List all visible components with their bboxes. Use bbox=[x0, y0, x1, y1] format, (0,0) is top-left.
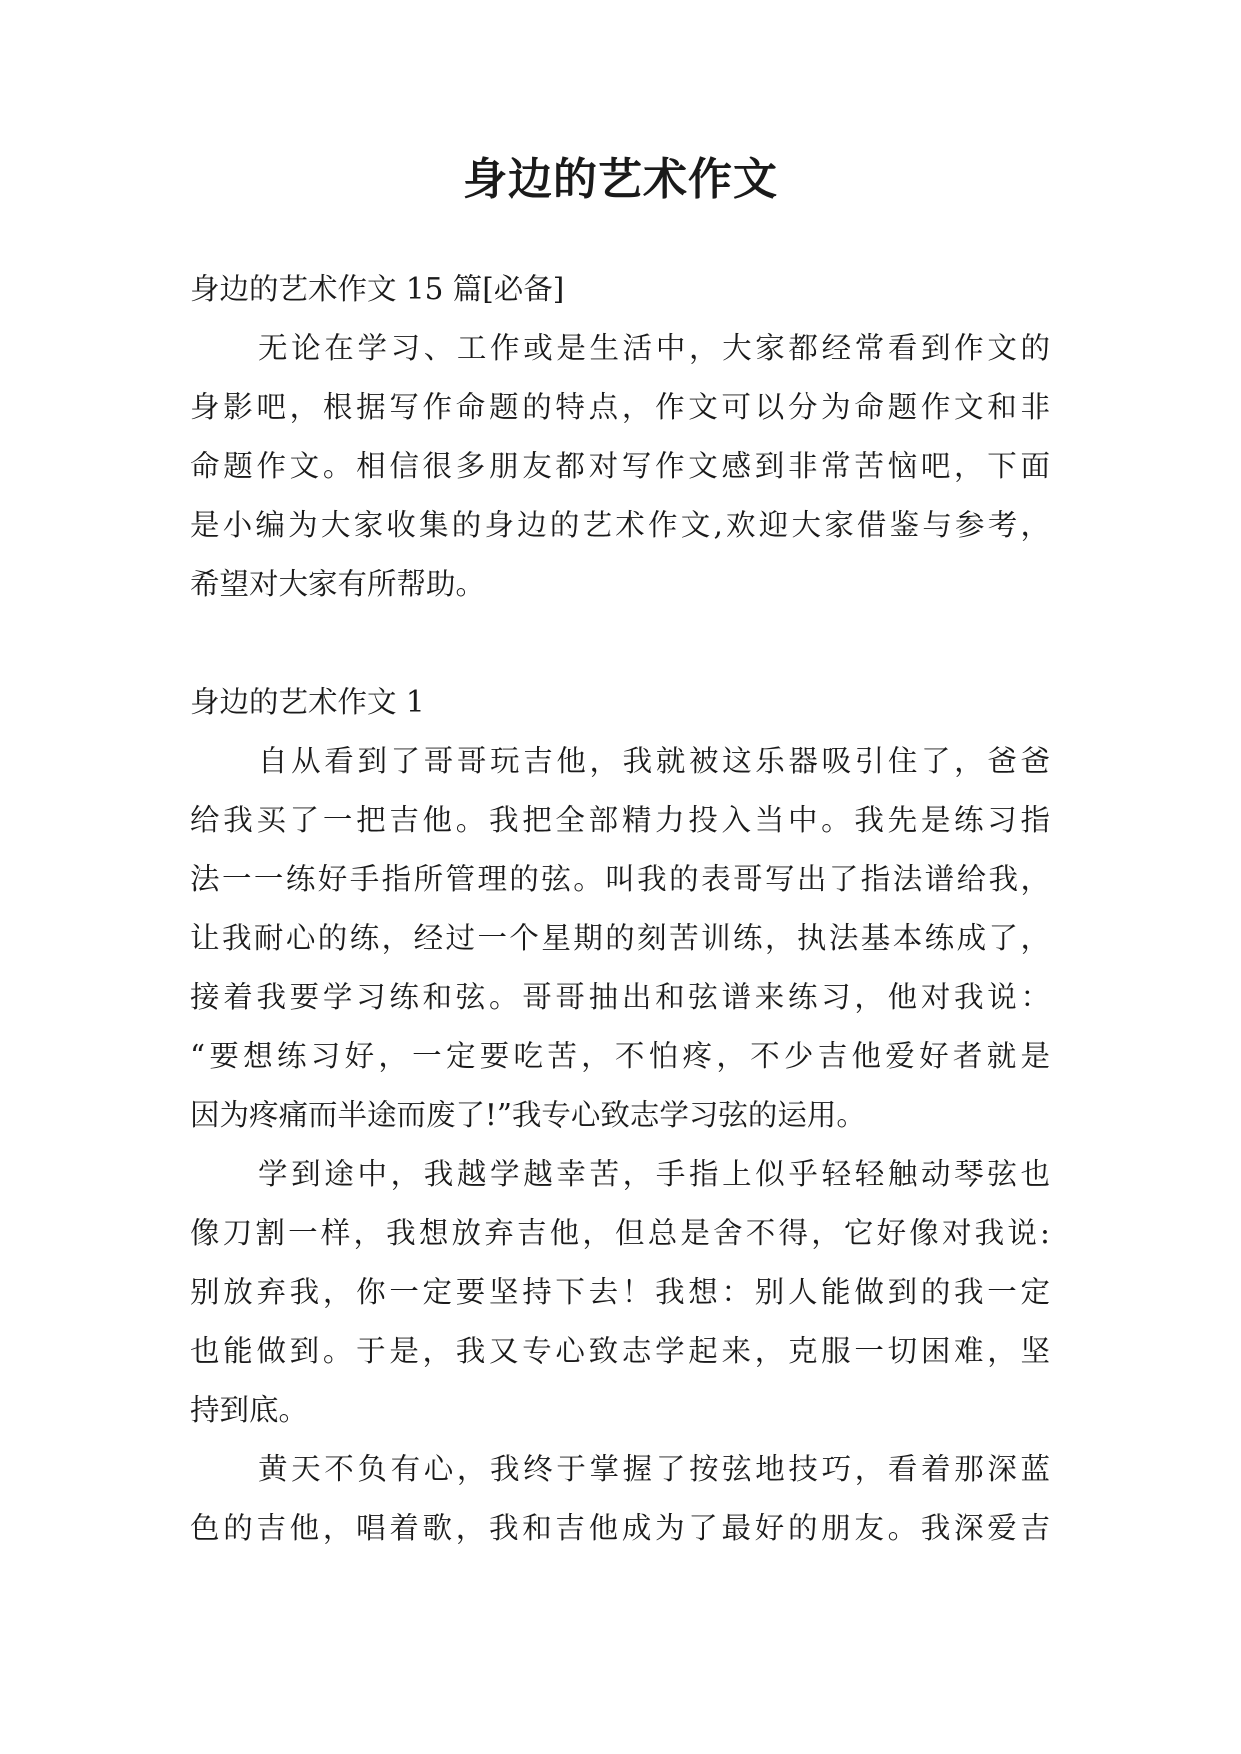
paragraph-line: 学到途中，我越学越幸苦，手指上似乎轻轻触动琴弦也 bbox=[258, 1157, 1050, 1191]
intro-heading: 身边的艺术作文 15 篇[必备] bbox=[190, 272, 565, 306]
essay-1-paragraph-3 bbox=[190, 1440, 1050, 1558]
paragraph-line: 身影吧，根据写作命题的特点，作文可以分为命题作文和非 bbox=[190, 390, 1050, 424]
essay-1-heading: 身边的艺术作文 1 bbox=[190, 685, 425, 719]
paragraph-line: 因为疼痛而半途而废了!”我专心致志学习弦的运用。 bbox=[190, 1098, 866, 1132]
paragraph-line: 希望对大家有所帮助。 bbox=[190, 567, 486, 601]
paragraph-line: 也能做到。于是，我又专心致志学起来，克服一切困难，坚 bbox=[190, 1334, 1050, 1368]
paragraph-line: 自从看到了哥哥玩吉他，我就被这乐器吸引住了，爸爸 bbox=[258, 744, 1050, 778]
paragraph-line: 别放弃我，你一定要坚持下去！我想：别人能做到的我一定 bbox=[190, 1275, 1050, 1309]
paragraph-line: 无论在学习、工作或是生活中，大家都经常看到作文的 bbox=[258, 331, 1050, 365]
paragraph-line: 给我买了一把吉他。我把全部精力投入当中。我先是练习指 bbox=[190, 803, 1050, 837]
paragraph-line: 是小编为大家收集的身边的艺术作文,欢迎大家借鉴与参考， bbox=[190, 508, 1050, 542]
document-title: 身边的艺术作文 bbox=[463, 154, 778, 205]
intro-paragraph bbox=[190, 319, 1050, 614]
paragraph-line: 让我耐心的练，经过一个星期的刻苦训练，执法基本练成了， bbox=[190, 921, 1050, 955]
essay-1-paragraph-1 bbox=[190, 732, 1050, 1145]
paragraph-line: 接着我要学习练和弦。哥哥抽出和弦谱来练习，他对我说： bbox=[190, 980, 1050, 1014]
document-body bbox=[190, 260, 1050, 1558]
paragraph-line: 命题作文。相信很多朋友都对写作文感到非常苦恼吧，下面 bbox=[190, 449, 1050, 483]
essay-1-paragraph-2 bbox=[190, 1145, 1050, 1440]
paragraph-line: 色的吉他，唱着歌，我和吉他成为了最好的朋友。我深爱吉 bbox=[190, 1511, 1050, 1545]
paragraph-line: 法一一练好手指所管理的弦。叫我的表哥写出了指法谱给我， bbox=[190, 862, 1050, 896]
paragraph-line: 持到底。 bbox=[190, 1393, 309, 1427]
paragraph-line: “要想练习好，一定要吃苦，不怕疼，不少吉他爱好者就是 bbox=[190, 1039, 1050, 1073]
paragraph-line: 黄天不负有心，我终于掌握了按弦地技巧，看着那深蓝 bbox=[258, 1452, 1050, 1486]
section-spacer bbox=[190, 614, 1050, 673]
paragraph-line: 像刀割一样，我想放弃吉他，但总是舍不得，它好像对我说: bbox=[190, 1216, 1050, 1250]
